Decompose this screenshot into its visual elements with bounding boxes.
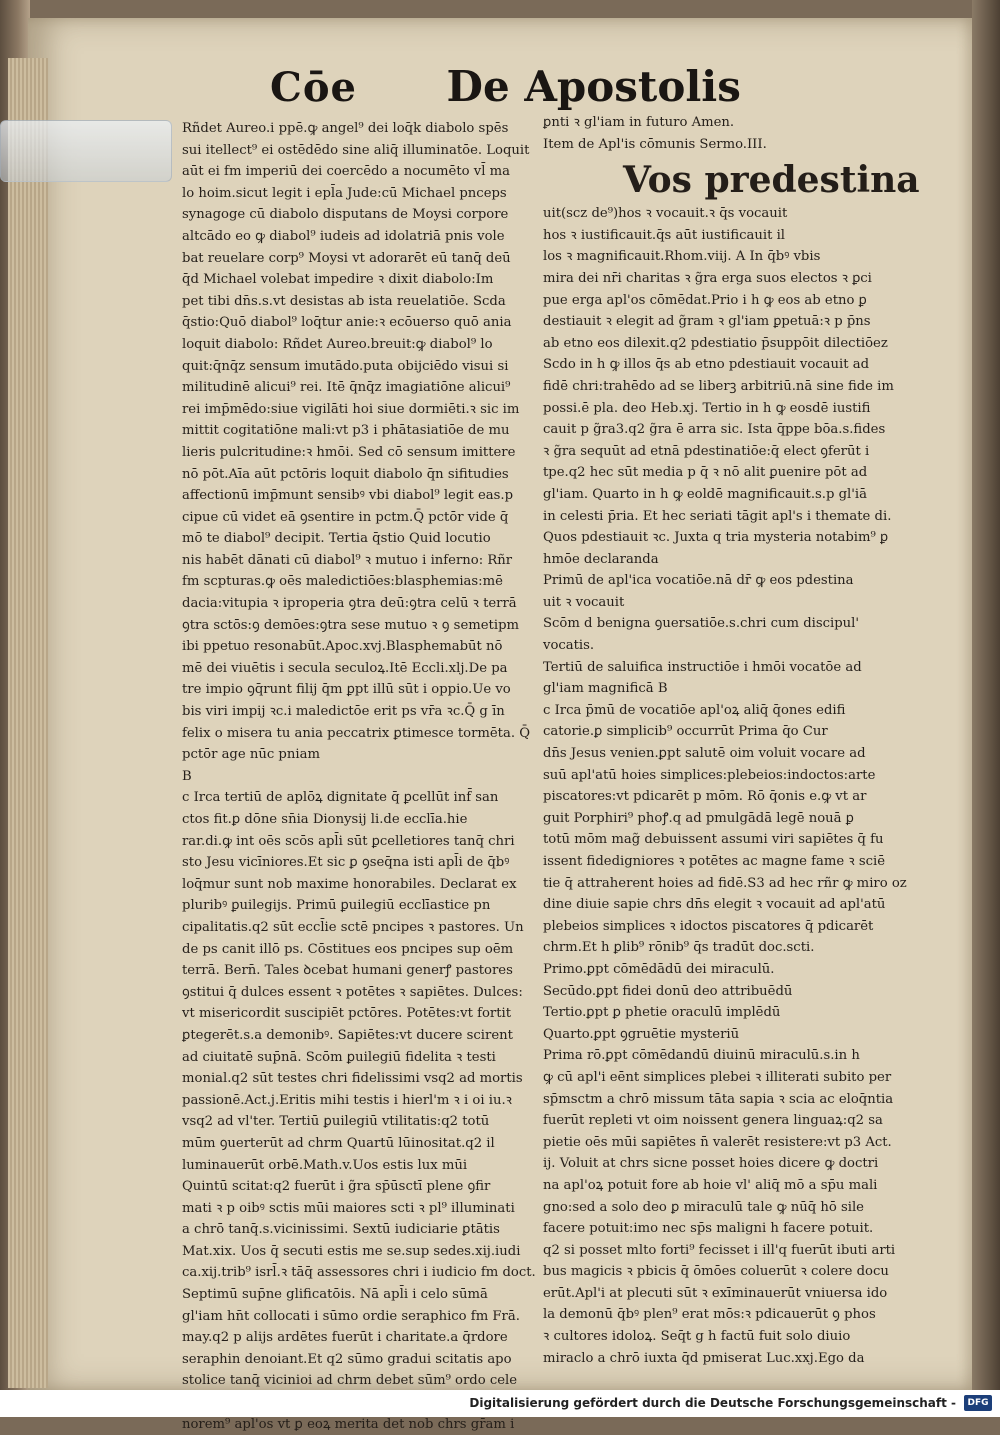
text-line: Tertiū de saluifica instructiōe i hmōi vocatōe ad — [543, 659, 862, 675]
text-line: loquit diabolo: Rñdet Aureo.breuit:ꝙ diabol⁹ lo — [182, 336, 493, 352]
text-line: guit Porphiri⁹ phoꝭ.q ad pmulgādā legē nouā ꝑ — [543, 810, 854, 826]
text-line: monial.q2 sūt testes chri fidelissimi vsq2 ad mortis — [182, 1071, 523, 1087]
running-head — [270, 62, 741, 111]
text-line: mati ꝛ p oibꝰ sctis mūi maiores scti ꝛ pl⁹ illuminati — [182, 1200, 515, 1216]
text-line: erūt.Apl'i at plecuti sūt ꝛ exīminauerūt vniuersa ido — [543, 1285, 888, 1301]
text-line: possi.ē pla. deo Heb.xj. Tertio in h ꝙ eosdē iustifi — [543, 400, 871, 416]
text-line: ad ciuitatē sup̄nā. Scōm ꝑuilegiū fidelita ꝛ testi — [182, 1049, 496, 1065]
text-line: destiauit ꝛ elegit ad g̃ram ꝛ gl'iam ꝑpetuā:ꝛ p p̄ns — [543, 314, 871, 330]
digitization-footer — [0, 1390, 1000, 1417]
text-line: ctos fit.ꝑ dōne sn̄ia Dionysij li.de ecclīa.hie — [182, 812, 468, 827]
text-line: Quos pdestiauit ꝛc. Juxta q tria mysteria notabim⁹ ꝑ — [543, 530, 889, 546]
text-line: altcādo eo ꝙ diabol⁹ iudeis ad idolatriā pnis vole — [182, 228, 505, 244]
text-line: gno:sed a solo deo ꝑ miraculū tale ꝙ nūq̄ hō sile — [543, 1199, 864, 1215]
text-line: aūt ei fm imperiū dei coercēdo a nocumēto vl̄ ma — [182, 164, 511, 180]
text-line: Item de Apl'is cōmunis Sermo.III. — [543, 136, 767, 152]
text-line: cipalitatis.q2 sūt eccl̄ie sctē pncipes ꝛ pastores. Un — [182, 919, 524, 935]
text-line: cipue cū videt eā ꝯsentire in pctm.Q̄ pctōr vide q̄ — [182, 509, 509, 525]
text-line: quit:q̄nq̄z sensum imutādo.puta obijciēdo visui si — [182, 358, 509, 374]
text-line: bus magicis ꝛ pbicis q̄ ōmōes coluerūt ꝛ colere docu — [543, 1264, 889, 1280]
text-line: Primo.ꝑpt cōmēdādū dei miraculū. — [543, 961, 775, 977]
text-line: mittit cogitatiōne mali:vt p3 i phātasiatiōe de mu — [182, 423, 510, 439]
text-line: lieris pulcritudine:ꝛ hmōi. Sed cō sensum imittere — [182, 444, 516, 460]
text-line: terrā. Bern̄. Tales ꝺcebat humani generꝭ pastores — [182, 963, 513, 979]
text-line: nis habēt dānati cū diabol⁹ ꝛ mutuo i inferno: Rñr — [182, 552, 513, 568]
text-line: Scōm d benigna ꝯuersatiōe.s.chri cum discipul' — [543, 616, 859, 632]
text-line: sui itellect⁹ ei ostēdēdo sine aliq̄ illuminatōe. Loquit — [182, 142, 530, 158]
text-line: gl'iam. Quarto in h ꝙ eoldē magnificauit.s.p gl'iā — [543, 486, 867, 502]
text-line: c Irca tertiū de aplōꝝ dignitate q̄ ꝑcellūt inf̄ san — [182, 790, 499, 806]
text-line: miraclo a chrō iuxta q̄d pmiserat Luc.xxj.Ego da — [543, 1350, 865, 1366]
text-line: pluribꝰ ꝑuilegijs. Primū ꝑuilegiū ecclīastice pn — [182, 898, 491, 914]
text-line: stolice tanq̄ vicinioi ad chrm debet sūm⁹ ordo cele — [182, 1373, 518, 1389]
text-line: facere potuit:imo nec sp̄s maligni h facere potuit. — [543, 1221, 874, 1237]
text-line: loq̄mur sunt nob maxime honorabiles. Declarat ex — [182, 876, 517, 892]
text-line: ꝛ cultores idoloꝝ. Seq̄t g h factū fuit solo diuio — [543, 1329, 851, 1345]
text-line: uit ꝛ vocauit — [543, 594, 625, 610]
glass-clip — [0, 120, 172, 182]
text-line: ꝑnti ꝛ gl'iam in futuro Amen. — [543, 115, 735, 130]
text-line: Scdo in h ꝙ illos q̄s ab etno pdestiauit vocauit ad — [543, 357, 870, 373]
text-line: Tertio.ꝑpt ꝑ phetie oraculū implēdū — [543, 1005, 781, 1021]
text-line: piscatores:vt pdicarēt p mōm. Rō q̄onis e.ꝙ vt ar — [543, 789, 867, 805]
page-edges — [8, 58, 48, 1388]
text-line: fidē chri:trahēdo ad se liberꝫ arbitriū.nā sine fide im — [543, 378, 894, 394]
text-line: q̄stio:Quō diabol⁹ loq̄tur anie:ꝛ ecōuerso quō ania — [182, 315, 512, 331]
text-line: affectionū imp̄munt sensibꝰ vbi diabol⁹ legit eas.p — [182, 488, 514, 504]
text-line: catorie.ꝑ simplicib⁹ occurrūt Prima q̄o Cur — [543, 724, 828, 740]
text-line: ꝯtra sctōs:ꝯ demōes:ꝯtra sese mutuo ꝛ ꝯ semetipm — [182, 617, 520, 633]
text-line: lo hoim.sicut legit i epl̄a Jude:cū Michael pnceps — [182, 185, 507, 201]
footer-credit: Digitalisierung gefördert durch die Deutsche Forschungsgemeinschaft - — [469, 1396, 956, 1410]
text-line: ab etno eos dilexit.q2 pdestiatio p̄suppōit dilectiōez — [543, 335, 888, 351]
text-line: bis viri impij ꝛc.i maledictōe erit ps vr̄a ꝛc.Q̄ g īn — [182, 704, 505, 720]
text-line: los ꝛ magnificauit.Rhom.viij. A In q̄bꝰ vbis — [543, 249, 821, 265]
text-line: vocatis. — [543, 638, 595, 654]
text-line: pet tibi dn̄s.s.vt desistas ab ista reuelatiōe. Scda — [182, 293, 506, 309]
text-line: dine diuie sapie chrs dn̄s elegit ꝛ vocauit ad apl'atū — [543, 897, 886, 913]
book-right-edge — [972, 0, 1000, 1390]
running-head-title: De Apostolis — [446, 62, 741, 111]
right-text-column — [543, 112, 923, 1369]
text-line: seraphin denoiant.Et q2 sūmo gradui scitatis apo — [182, 1351, 512, 1367]
text-line: ꝙ cū apl'i eēnt simplices plebei ꝛ illiterati subito per — [543, 1069, 892, 1085]
text-line: ij. Voluit at chrs sicne posset hoies dicere ꝙ doctri — [543, 1156, 879, 1172]
text-line: q̄d Michael volebat impedire ꝛ dixit diabolo:Im — [182, 272, 494, 288]
text-line: ꝑtegerēt.s.a demonibꝰ. Sapiētes:vt ducere scirent — [182, 1027, 513, 1043]
text-line: sp̄msctm a chrō missum tāta sapia ꝛ scia ac eloq̄ntia — [543, 1091, 894, 1107]
text-line: Mat.xix. Uos q̄ secuti estis me se.sup sedes.xij.iudi — [182, 1243, 521, 1259]
text-line: bat reuelare corp⁹ Moysi vt adorarēt eū tanq̄ deū — [182, 250, 511, 266]
text-line: ꝛ g̃ra sequūt ad etnā pdestinatiōe:q̄ elect ꝯferūt i — [543, 443, 870, 459]
text-line: Quintū scitat:q2 fuerūt i g̃ra sp̄ūsctī plene ꝯfir — [182, 1179, 491, 1195]
text-line: cauit p g̃ra3.q2 g̃ra ē arra sic. Ista q̄ppe bōa.s.fides — [543, 422, 886, 438]
text-line: fuerūt repleti vt oim noissent genera linguaꝝ:q2 sa — [543, 1113, 883, 1129]
text-line: na apl'oꝝ potuit fore ab hoie vl' aliq̄ mō a sp̄u mali — [543, 1177, 878, 1193]
text-line: ca.xij.trib⁹ isrl̄.ꝛ tāq̄ assessores chri i iudicio fm doct. — [182, 1265, 536, 1281]
text-line: passionē.Act.j.Eritis mihi testis i hierl'm ꝛ i oi iu.ꝛ — [182, 1092, 512, 1108]
text-line: rei imp̄mēdo:siue vigilāti hoi siue dormiēti.ꝛ sic im — [182, 401, 520, 417]
running-head-left: Cōe — [270, 64, 357, 111]
text-line: pue erga apl'os cōmēdat.Prio i h ꝙ eos ab etno ꝑ — [543, 292, 867, 308]
text-line: vt misericordit suscipiēt pctōres. Potētes:vt fortit — [182, 1006, 512, 1022]
text-line: ibi ppetuo resonabūt.Apoc.xvj.Blasphemabūt nō — [182, 639, 503, 655]
text-line: suū apl'atū hoies simplices:plebeios:indoctos:arte — [543, 767, 876, 783]
text-line: plebeios simplices ꝛ idoctos piscatores q̄ pdicarēt — [543, 918, 874, 934]
text-line: pctōr age nūc pniam — [182, 747, 320, 763]
text-line: sto Jesu vicīniores.Et sic ꝑ ꝯseq̄na isti apl̄i de q̄bꝰ — [182, 855, 510, 871]
text-line: Quarto.ꝑpt ꝯgruētie mysteriū — [543, 1026, 740, 1042]
text-line: la demonū q̄bꝰ plen⁹ erat mōs:ꝛ pdicauerūt ꝯ phos — [543, 1307, 876, 1323]
text-line: c Irca p̄mū de vocatiōe apl'oꝝ aliq̄ q̄ones edifi — [543, 702, 846, 718]
text-line: mō te diabol⁹ decipit. Tertia q̄stio Quid locutio — [182, 531, 491, 547]
text-line: pietie oēs mūi sapiētes n̄ valerēt resistere:vt p3 Act. — [543, 1134, 892, 1150]
text-line: may.q2 p alijs ardētes fuerūt i charitate.a q̄rdore — [182, 1330, 508, 1346]
text-line: dacia:vitupia ꝛ iproperia ꝯtra deū:ꝯtra celū ꝛ terrā — [182, 596, 517, 612]
text-line: hos ꝛ iustificauit.q̄s aūt iustificauit il — [543, 227, 786, 243]
text-line: rar.di.ꝙ int oēs scōs apl̄i sūt ꝑcelletiores tanq̄ chri — [182, 833, 515, 849]
text-line: tre impio ꝯq̄runt filij q̄m ꝑpt illū sūt i oppio.Ue vo — [182, 682, 511, 698]
text-line: fm scpturas.ꝙ oēs maledictiōes:blasphemias:mē — [182, 574, 503, 590]
text-line: mira dei nr̄i charitas ꝛ g̃ra erga suos electos ꝛ ꝑci — [543, 270, 872, 286]
text-line: synagoge cū diabolo disputans de Moysi corpore — [182, 207, 509, 223]
left-text-column — [182, 118, 560, 1435]
text-line: q2 si posset mlto forti⁹ fecisset i ill'q fuerūt ibuti arti — [543, 1242, 896, 1258]
text-line: mūm ꝯuerterūt ad chrm Quartū lūinositat.q2 il — [182, 1135, 495, 1151]
text-line: vsq2 ad vl'ter. Tertiū ꝑuilegiū vtilitatis:q2 totū — [182, 1114, 490, 1130]
text-line: Rñdet Aureo.i ppē.ꝙ angel⁹ dei loq̄k diabolo spēs — [182, 121, 509, 136]
text-line: B — [182, 768, 192, 784]
text-line: nō pōt.Aīa aūt pctōris loquit diabolo q̄n sifitudies — [182, 466, 509, 482]
text-line: felix o misera tu ania peccatrix ꝑtimesce tormēta. Q̄ — [182, 725, 531, 741]
text-line: gl'iam magnificā B — [543, 681, 668, 697]
text-line: Prima rō.ꝑpt cōmēdandū diuinū miraculū.s.in h — [543, 1048, 860, 1064]
text-line: Primū de apl'ica vocatiōe.nā dr̄ ꝙ eos pdestina — [543, 573, 854, 589]
text-line: chrm.Et h ꝑlib⁹ rōnib⁹ q̄s tradūt doc.scti. — [543, 940, 815, 956]
text-line: norem⁹ apl'os vt ꝑ eoꝝ merita det nob chrs gr̄am i — [182, 1416, 515, 1432]
text-line: Secūdo.ꝑpt fidei donū deo attribuēdū — [543, 983, 793, 999]
text-line: hmōe declaranda — [543, 551, 659, 567]
text-line: dn̄s Jesus venien.ꝑpt salutē oim voluit vocare ad — [543, 746, 866, 762]
text-line: totū mōm mag̃ debuissent assumi viri sapiētes q̄ fu — [543, 832, 884, 848]
text-line: de ps canit illō ps. Cōstitues eos pncipes sup oēm — [182, 941, 514, 957]
text-line: a chrō tanq̄.s.vicinissimi. Sextū iudiciarie ꝑtātis — [182, 1222, 500, 1238]
text-line: Septimū sup̄ne glificatōis. Nā apl̄i i celo sūmā — [182, 1287, 488, 1303]
text-line: uit(scz de⁹)hos ꝛ vocauit.ꝛ q̄s vocauit — [543, 206, 788, 222]
text-line: tpe.q2 hec sūt media p q̄ ꝛ nō alit ꝑuenire pōt ad — [543, 465, 868, 481]
text-line: in celesti p̄ria. Et hec seriati tāgit apl's i themate di. — [543, 508, 892, 524]
text-line: mē dei viuētis i secula seculoꝝ.Itē Eccli.xlj.De pa — [182, 660, 508, 676]
text-line: gl'iam hn̄t collocati i sūmo ordie seraphico fm Frā. — [182, 1308, 520, 1324]
text-line: luminauerūt orbē.Math.v.Uos estis lux mūi — [182, 1157, 468, 1173]
text-line: tie q̄ attraherent hoies ad fidē.S3 ad hec rñr ꝙ miro oz — [543, 875, 907, 891]
dfg-logo: DFG — [964, 1395, 992, 1411]
text-line: militudinē alicui⁹ rei. Itē q̄nq̄z imagiatiōne alicui⁹ — [182, 380, 511, 396]
text-line: Vos predestina — [623, 159, 920, 202]
text-line: ꝯstitui q̄ dulces essent ꝛ potētes ꝛ sapiētes. Dulces: — [182, 984, 523, 1000]
text-line: issent fidedigniores ꝛ potētes ac magne fame ꝛ sciē — [543, 854, 885, 869]
